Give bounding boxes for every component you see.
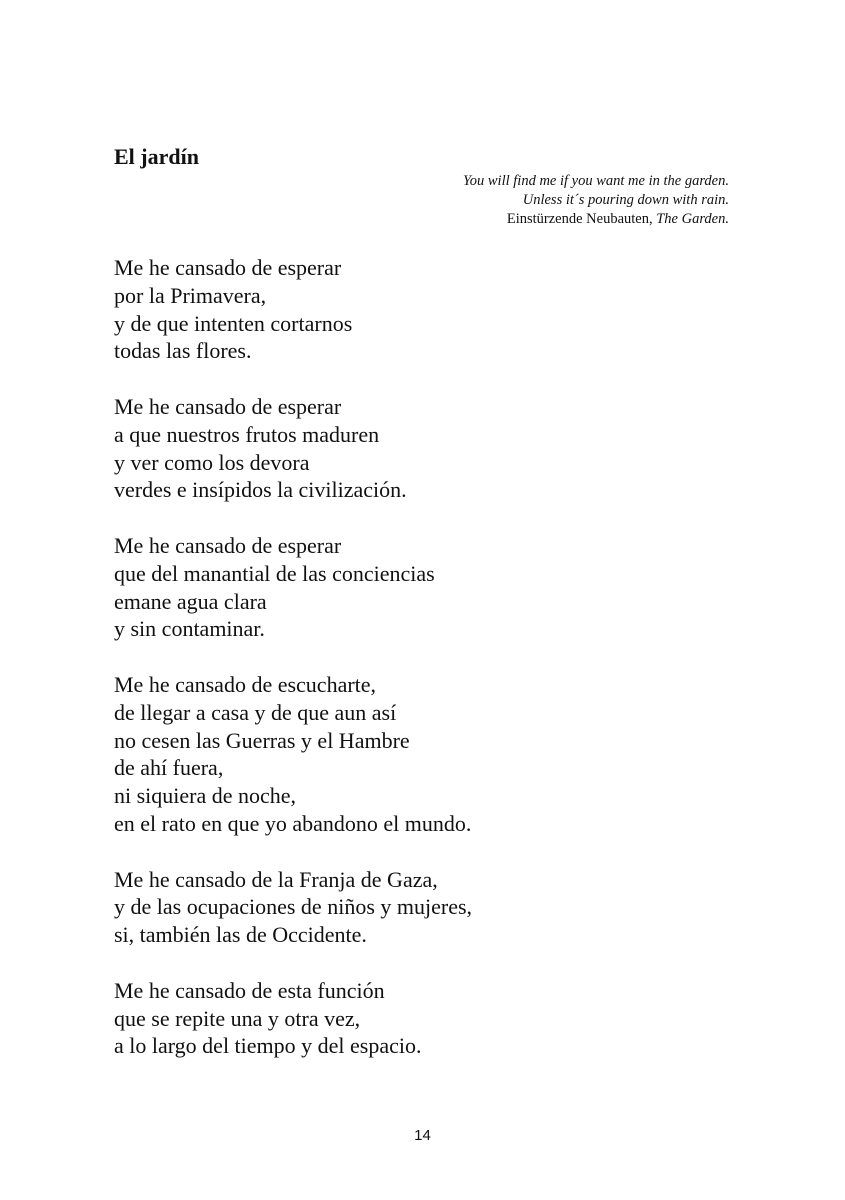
- verse-line: emane agua clara: [114, 588, 267, 614]
- stanza: [114, 254, 734, 365]
- poem-body: [114, 254, 734, 1088]
- epigraph: [309, 172, 729, 229]
- verse-line: en el rato en que yo abandono el mundo.: [114, 810, 472, 836]
- verse-line: a lo largo del tiempo y del espacio.: [114, 1033, 422, 1059]
- epigraph-author: Einstürzende Neubauten,: [506, 211, 653, 227]
- verse-line: por la Primavera,: [114, 282, 267, 308]
- epigraph-source: [309, 210, 729, 229]
- stanza: [114, 532, 734, 643]
- epigraph-line: Unless it´s pouring down with rain.: [522, 192, 729, 208]
- verse-line: y de que intenten cortarnos: [114, 310, 353, 336]
- verse-line: Me he cansado de la Franja de Gaza,: [114, 866, 438, 892]
- verse-line: de llegar a casa y de que aun así: [114, 699, 397, 725]
- stanza: [114, 866, 734, 949]
- stanza: [114, 977, 734, 1060]
- verse-line: a que nuestros frutos maduren: [114, 421, 380, 447]
- stanza: [114, 671, 734, 838]
- verse-line: y sin contaminar.: [114, 616, 265, 642]
- verse-line: si, también las de Occidente.: [114, 922, 367, 948]
- verse-line: y ver como los devora: [114, 449, 310, 475]
- page-number: 14: [414, 1127, 431, 1144]
- epigraph-line: You will find me if you want me in the garden.: [463, 173, 729, 189]
- verse-line: Me he cansado de esta función: [114, 977, 385, 1003]
- verse-line: y de las ocupaciones de niños y mujeres,: [114, 894, 473, 920]
- poem-title: El jardín: [114, 144, 199, 169]
- verse-line: de ahí fuera,: [114, 755, 224, 781]
- verse-line: que del manantial de las conciencias: [114, 560, 435, 586]
- verse-line: no cesen las Guerras y el Hambre: [114, 727, 410, 753]
- stanza: [114, 393, 734, 504]
- verse-line: todas las flores.: [114, 338, 252, 364]
- verse-line: verdes e insípidos la civilización.: [114, 477, 407, 503]
- verse-line: que se repite una y otra vez,: [114, 1005, 361, 1031]
- epigraph-work: The Garden.: [656, 211, 729, 227]
- verse-line: ni siquiera de noche,: [114, 783, 297, 809]
- verse-line: Me he cansado de esperar: [114, 255, 342, 280]
- verse-line: Me he cansado de esperar: [114, 532, 342, 558]
- verse-line: Me he cansado de escucharte,: [114, 671, 377, 697]
- verse-line: Me he cansado de esperar: [114, 393, 342, 419]
